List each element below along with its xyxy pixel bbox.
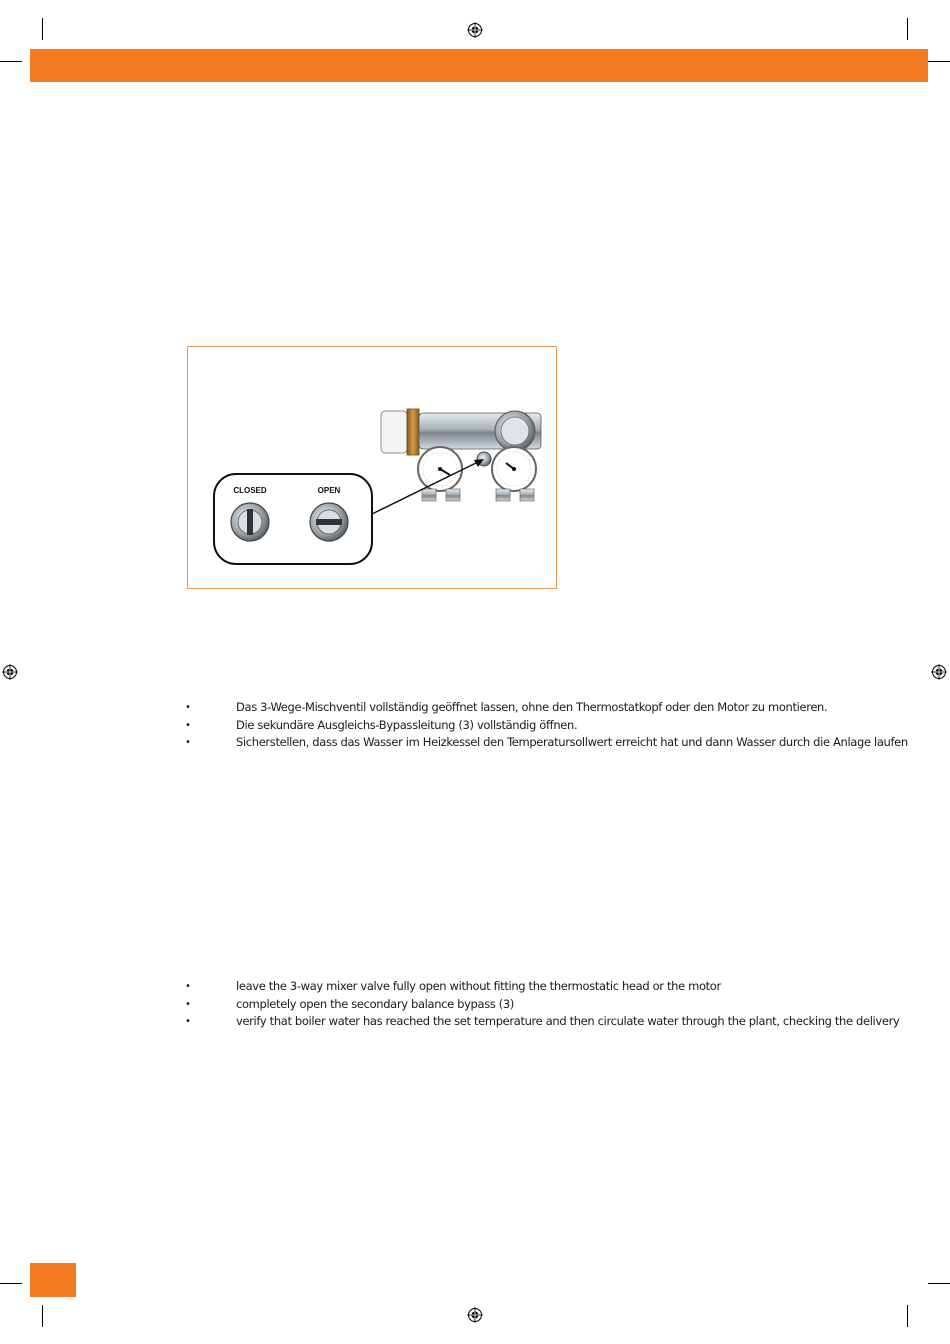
bullet-icon: • (185, 981, 191, 992)
list-item (180, 734, 908, 752)
crop-mark-top-right-h (928, 61, 950, 62)
crop-mark-top-right-v (907, 18, 908, 40)
list-item-text: Sicherstellen, dass das Wasser im Heizkessel den Temperatursollwert erreicht hat und dann Wasser durch die Anlage laufen (236, 735, 908, 749)
header-bar (30, 49, 928, 82)
registration-mark-icon (467, 1307, 483, 1323)
page-number-tab (30, 1263, 76, 1297)
list-item-text: Das 3-Wege-Mischventil vollständig geöffnet lassen, ohne den Thermostatkopf oder den Motor zu montieren. (236, 700, 828, 714)
list-item (180, 717, 880, 735)
list-item-text: Die sekundäre Ausgleichs-Bypassleitung (3) vollständig öffnen. (236, 717, 578, 732)
crop-mark-top-left-h (0, 61, 22, 62)
closed-label: CLOSED (233, 486, 267, 495)
registration-mark-icon (467, 22, 483, 38)
registration-mark-icon (2, 664, 18, 680)
bullet-icon: • (185, 737, 191, 748)
crop-mark-bottom-right-h (928, 1283, 950, 1284)
bullet-icon: • (185, 702, 191, 713)
bullet-icon: • (185, 719, 191, 731)
crop-mark-top-left-v (42, 18, 43, 40)
bullet-icon: • (185, 1016, 191, 1027)
list-item-text: completely open the secondary balance bypass (3) (236, 996, 515, 1011)
list-item (180, 699, 880, 717)
valve-illustration (188, 347, 557, 589)
list-item-text: verify that boiler water has reached the set temperature and then circulate water through the plant, checking the delivery (236, 1014, 900, 1028)
registration-mark-icon (931, 664, 947, 680)
list-item (180, 978, 880, 996)
list-item-text: leave the 3-way mixer valve fully open without fitting the thermostatic head or the motor (236, 979, 721, 993)
list-item (180, 996, 880, 1014)
crop-mark-bottom-right-v (907, 1305, 908, 1327)
bullet-icon: • (185, 998, 191, 1010)
crop-mark-bottom-left-v (42, 1305, 43, 1327)
crop-mark-bottom-left-h (0, 1283, 22, 1284)
open-label: OPEN (317, 486, 341, 495)
list-item (180, 1013, 900, 1031)
german-bullet-list (180, 699, 908, 752)
english-bullet-list (180, 978, 900, 1031)
thermostat-head (381, 411, 407, 453)
valve-figure (187, 346, 557, 589)
